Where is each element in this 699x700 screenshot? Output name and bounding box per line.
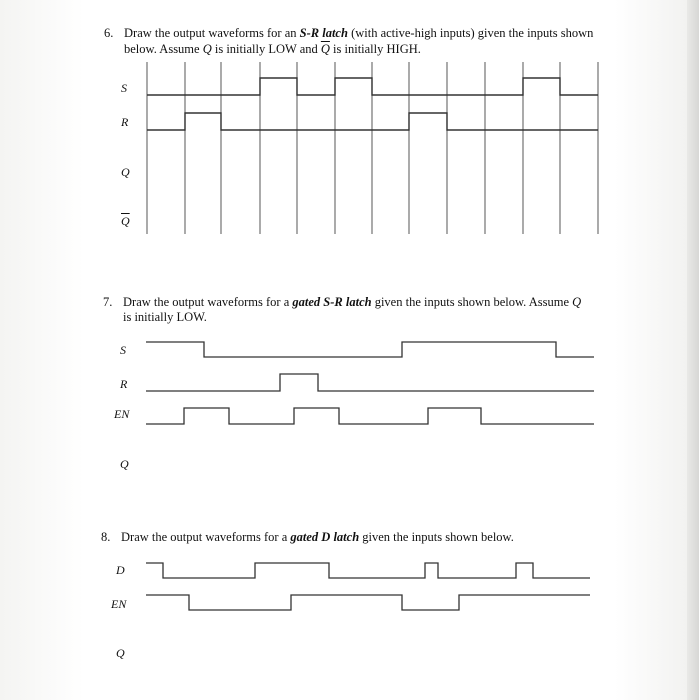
q8-label-q: Q bbox=[116, 646, 125, 660]
q7-latch-type: gated S-R latch bbox=[292, 295, 372, 309]
q6-text-2: (with active-high inputs) given the inputs shown bbox=[347, 26, 594, 40]
page-edge-shadow bbox=[687, 0, 699, 700]
q7-prompt-line2: is initially LOW. bbox=[123, 310, 207, 324]
q8-label-en: EN bbox=[111, 597, 127, 611]
q6-text-3: below. Assume bbox=[124, 42, 203, 56]
q6-label-r: R bbox=[121, 115, 129, 129]
q6-number: 6. bbox=[104, 26, 114, 40]
q8-text-1: Draw the output waveforms for a bbox=[121, 530, 291, 544]
q7-label-q: Q bbox=[120, 457, 129, 471]
q8-en-waveform bbox=[146, 595, 590, 610]
q8-text-2: given the inputs shown below. bbox=[359, 530, 514, 544]
q7-number: 7. bbox=[103, 295, 113, 309]
q7-label-r: R bbox=[120, 377, 128, 391]
q6-text-5: is initially HIGH. bbox=[329, 42, 421, 56]
q6-label-qbar: $\overline{Q}$ bbox=[121, 214, 130, 228]
q7-label-en: EN bbox=[114, 407, 130, 421]
q6-q-symbol: Q bbox=[202, 42, 212, 56]
q7-q-symbol: Q bbox=[572, 295, 582, 309]
q8-d-waveform bbox=[146, 563, 590, 578]
q6-label-q: Q bbox=[121, 165, 130, 179]
q7-label-s: S bbox=[120, 343, 126, 357]
q7-text-2: given the inputs shown below. Assume bbox=[371, 295, 573, 309]
q8-label-d: D bbox=[116, 563, 125, 577]
q6-latch-type: S-R latch bbox=[299, 26, 348, 40]
q8-number: 8. bbox=[101, 530, 111, 544]
q6-text-4: is initially LOW and bbox=[211, 42, 321, 56]
q7-text-1: Draw the output waveforms for a bbox=[123, 295, 293, 309]
q6-qbar-symbol: $\overline{Q}$ bbox=[320, 42, 330, 56]
q6-label-s: S bbox=[121, 81, 127, 95]
q8-latch-type: gated D latch bbox=[290, 530, 360, 544]
q6-text-1: Draw the output waveforms for an bbox=[124, 26, 300, 40]
